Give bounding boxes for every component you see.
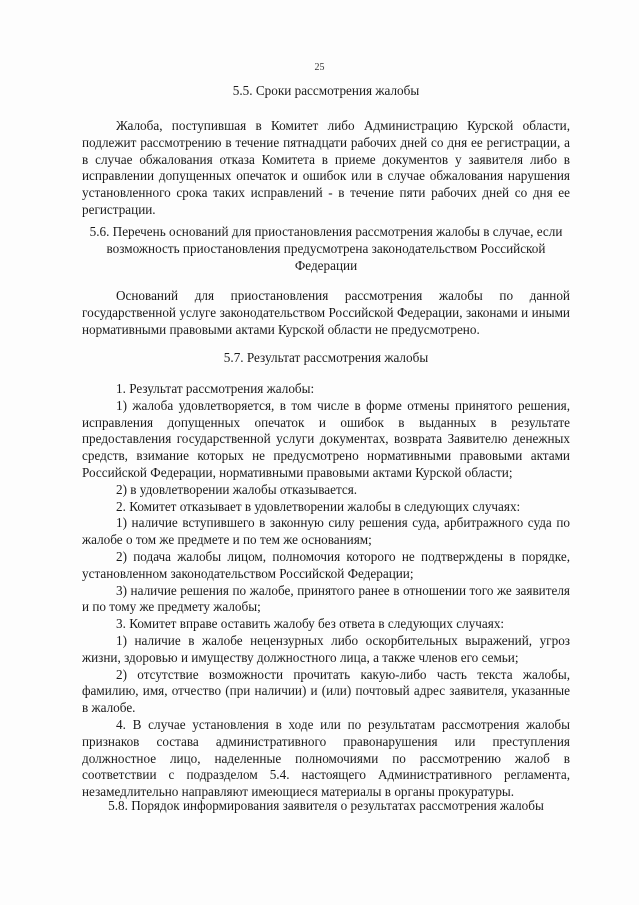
- result-item-4: 4. В случае установления в ходе или по результатам рассмотрения жалобы признаков состава административного правонарушения или преступления должностное лицо, наделенные полномочиями по рассмотрению жалоб в соответствии с подразделом 5.4. настоящего Административного регламента, незамедлительно направляют имеющиеся материалы в органы прокуратуры.: [82, 716, 570, 800]
- result-item-2-3: 3) наличие решения по жалобе, принятого ранее в отношении того же заявителя и по тому же предмету жалобы;: [82, 582, 570, 615]
- result-item-2-1: 1) наличие вступившего в законную силу решения суда, арбитражного суда по жалобе о том же предмете и по тем же основаниям;: [82, 515, 570, 548]
- section-5-5-title: 5.5. Сроки рассмотрения жалобы: [232, 83, 420, 98]
- section-5-8-title: 5.8. Порядок информирования заявителя о результатах рассмотрения жалобы: [108, 798, 544, 813]
- result-item-2-2: 2) подача жалобы лицом, полномочия которого не подтверждены в порядке, установленном законодательством Российской Федерации;: [82, 548, 570, 581]
- result-item-3-2: 2) отсутствие возможности прочитать какую-либо часть текста жалобы, фамилию, имя, отчество (при наличии) и (или) почтовый адрес заявителя, указанные в жалобе.: [82, 666, 570, 716]
- result-item-1-2: 2) в удовлетворении жалобы отказывается.: [116, 481, 358, 497]
- result-item-2: 2. Комитет отказывает в удовлетворении жалобы в следующих случаях:: [116, 498, 521, 514]
- section-5-6-title: 5.6. Перечень оснований для приостановления рассмотрения жалобы в случае, если возможность приостановления предусмотрена законодательством Российской Федерации: [89, 224, 563, 273]
- result-item-3: 3. Комитет вправе оставить жалобу без ответа в следующих случаях:: [116, 616, 505, 632]
- section-5-7-body: [82, 381, 570, 801]
- result-item-1: 1. Результат рассмотрения жалобы:: [116, 381, 315, 396]
- result-item-3-1: 1) наличие в жалобе нецензурных либо оскорбительных выражений, угроз жизни, здоровью и имуществу должностного лица, а также членов его семьи;: [82, 632, 570, 665]
- result-item-1-1: 1) жалоба удовлетворяется, в том числе в форме отмены принятого решения, исправления допущенных опечаток и ошибок в выданных в результате предоставления государственной услуги документах, возврата Заявителю денежных средств, взимание которых не предусмотрено нормативными правовыми актами Российской Федерации, нормативными правовыми актами Курской области;: [82, 397, 570, 480]
- page-number: 25: [314, 62, 325, 73]
- section-5-6-body: Оснований для приостановления рассмотрения жалобы по данной государственной услуге законодательством Российской Федерации, законами и иными нормативными правовыми актами Курской области не предусмотрено.: [82, 288, 570, 337]
- section-5-7-title: 5.7. Результат рассмотрения жалобы: [223, 350, 429, 365]
- section-5-5-body: Жалоба, поступившая в Комитет либо Администрацию Курской области, подлежит рассмотрению в течение пятнадцати рабочих дней со дня ее регистрации, а в случае обжалования отказа Комитета в приеме документов у заявителя либо в исправлении допущенных опечаток и ошибок или в случае обжалования нарушения установленного срока таких исправлений - в течение пяти рабочих дней со дня ее регистрации.: [82, 118, 570, 217]
